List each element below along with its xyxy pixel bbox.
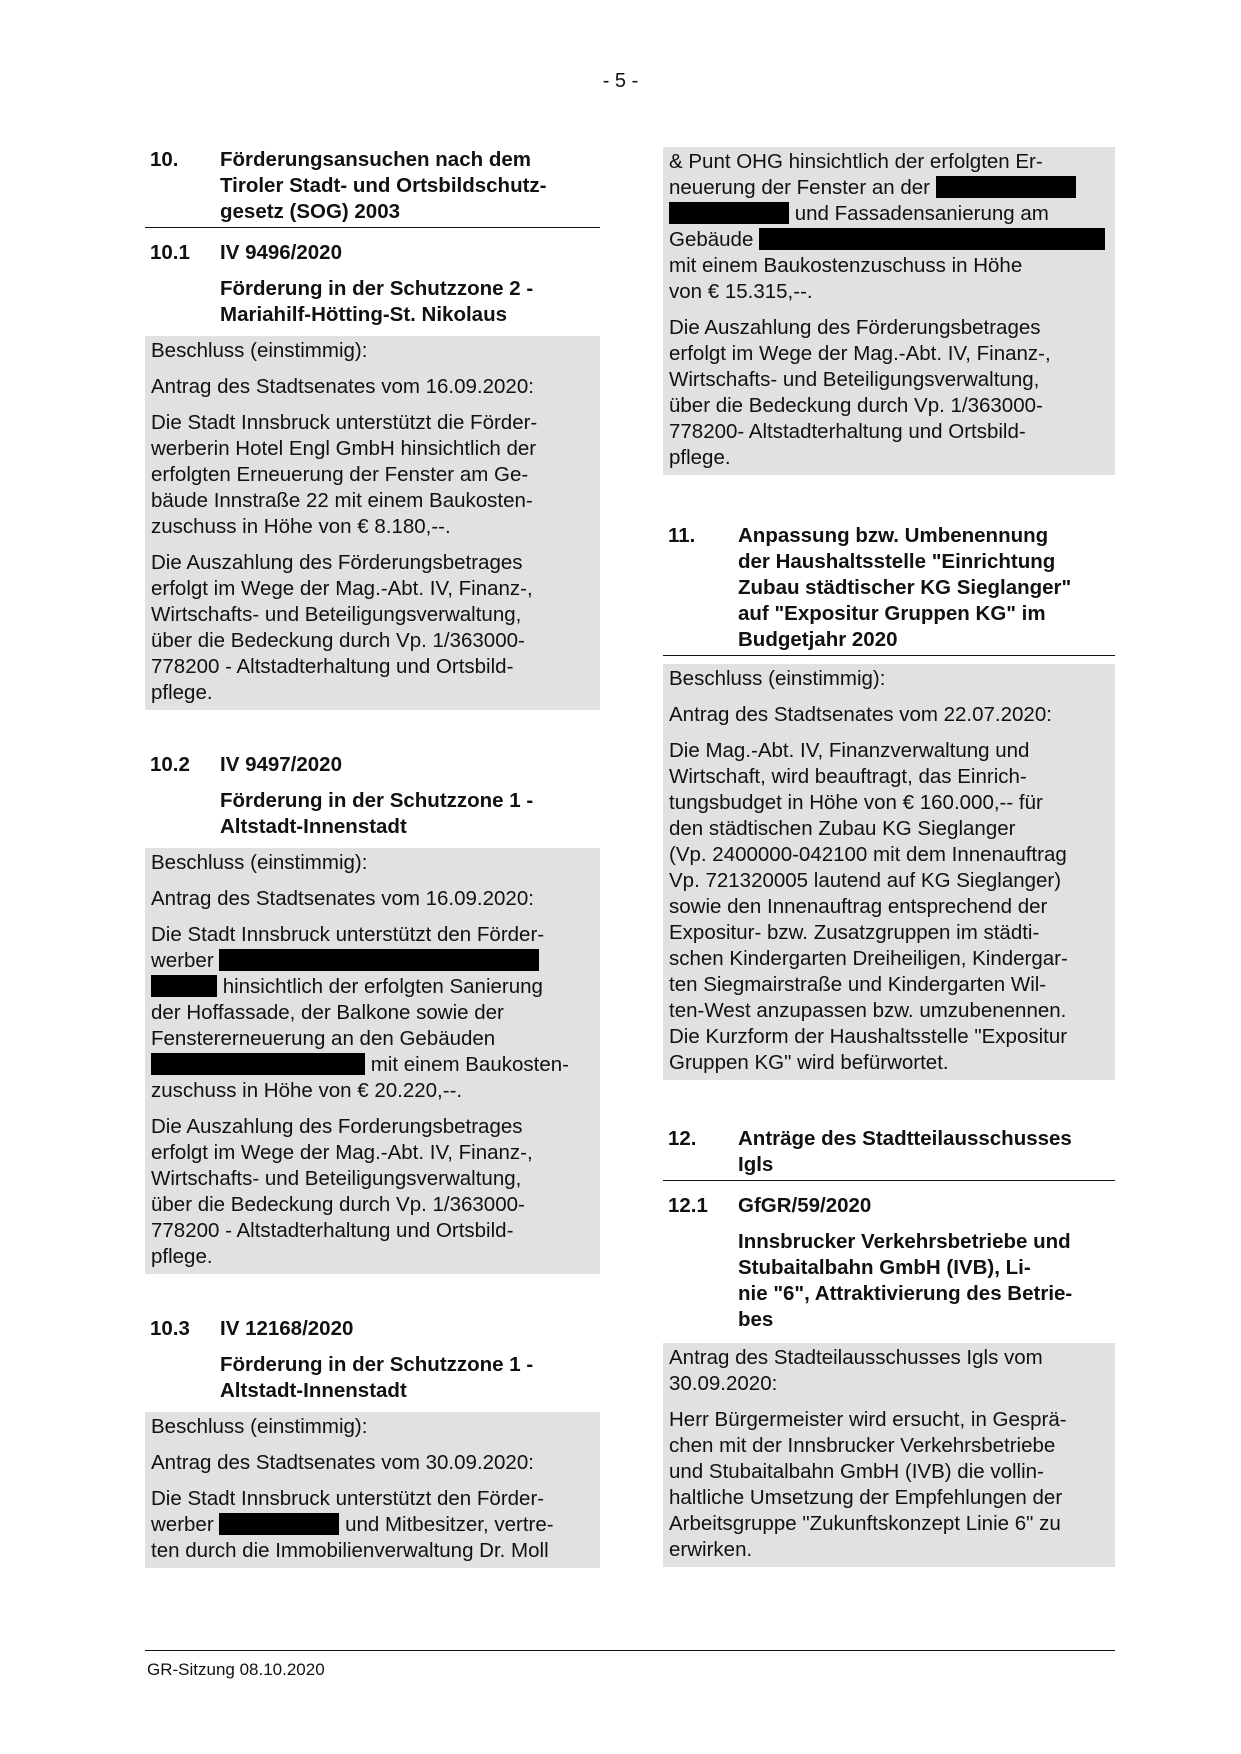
subtitle-line: Altstadt-Innenstadt [220,815,407,838]
section-10-3-ref [145,1316,600,1342]
motion-label: Antrag des Stadtsenates vom 30.09.2020: [151,1451,534,1474]
section-10-1-subtitle [220,276,600,328]
section-10-2-resolution [145,848,600,1274]
section-10-3-continued [663,147,1115,475]
payment-text: Die Auszahlung des Förderungsbetrages erfolgt im Wege der Mag.-Abt. IV, Finanz-, Wirtschafts- und Beteiligungsverwaltung, über die Bedeckung durch Vp. 1/363000- 778200 - Altstadterhaltung und Ortsbild- pflege. [151,551,533,704]
section-10-heading [145,147,600,228]
section-10-2-ref [145,752,600,778]
payment-text: Die Auszahlung des Forderungsbetrages erfolgt im Wege der Mag.-Abt. IV, Finanz-, Wirtschafts- und Beteiligungsverwaltung, über die Bedeckung durch Vp. 1/363000- 778200 - Altstadterhaltung und Ortsbild- pflege. [151,1115,533,1268]
section-12-1-ref [663,1193,1115,1219]
motion-label: Antrag des Stadteilausschusses Igls vom 30.09.2020: [669,1346,1043,1395]
section-title-line: Zubau städtischer KG Sieglanger" [738,576,1072,599]
section-12-1-subtitle [738,1229,1115,1333]
motion-label: Antrag des Stadtsenates vom 16.09.2020: [151,887,534,910]
resolution-text: & Punt OHG hinsichtlich der erfolgten Er- neuerung der Fenster an der und Fassadensanierung am Gebäude mit einem Baukostenzuschuss in Höhe von € 15.315,--. [669,149,1109,305]
section-title-line: Anträge des Stadtteilausschusses [738,1127,1072,1150]
section-number: 12.1 [668,1194,708,1217]
section-number: 10.3 [150,1317,190,1340]
section-title-line: gesetz (SOG) 2003 [220,200,401,223]
section-10-1-resolution [145,336,600,710]
subtitle-line: Förderung in der Schutzzone 1 - [220,789,534,812]
reference-number: IV 9497/2020 [220,753,342,776]
resolution-label: Beschluss (einstimmig): [151,339,368,362]
redaction-block [219,1513,339,1535]
section-10-3-subtitle [220,1352,600,1404]
left-column [145,147,600,1568]
section-title-line: auf "Expositur Gruppen KG" im [738,602,1046,625]
footer-text: GR-Sitzung 08.10.2020 [147,1660,325,1679]
subtitle-line: Innsbrucker Verkehrsbetriebe und [738,1230,1071,1253]
resolution-text: Die Stadt Innsbruck unterstützt die Förder- werberin Hotel Engl GmbH hinsichtlich der erfolgten Erneuerung der Fenster am Ge- bäude Innstraße 22 mit einem Baukosten- zuschuss in Höhe von € 8.180,--. [151,411,538,538]
section-number: 12. [668,1127,697,1150]
section-title-line: Förderungsansuchen nach dem [220,148,531,171]
redaction-block [151,975,217,997]
redaction-block [219,949,539,971]
subtitle-line: Altstadt-Innenstadt [220,1379,407,1402]
section-11-heading [663,523,1115,656]
subtitle-line: Förderung in der Schutzzone 2 - [220,277,534,300]
section-title-line: der Haushaltsstelle "Einrichtung [738,550,1056,573]
payment-text: Die Auszahlung des Förderungsbetrages erfolgt im Wege der Mag.-Abt. IV, Finanz-, Wirtschafts- und Beteiligungsverwaltung, über die Bedeckung durch Vp. 1/363000- 778200- Altstadterhaltung und Ortsbild- pflege. [669,316,1051,469]
right-column [663,147,1115,1567]
resolution-label: Beschluss (einstimmig): [151,1415,368,1438]
reference-number: GfGR/59/2020 [738,1194,872,1217]
resolution-text: Die Stadt Innsbruck unterstützt den Förder- werber und Mitbesitzer, vertre- ten durch die Immobilienverwaltung Dr. Moll [151,1487,554,1562]
section-number: 11. [668,524,696,547]
reference-number: IV 12168/2020 [220,1317,354,1340]
section-12-1-motion [663,1343,1115,1567]
section-title-line: Tiroler Stadt- und Ortsbildschutz- [220,174,547,197]
resolution-label: Beschluss (einstimmig): [151,851,368,874]
section-number: 10.2 [150,753,190,776]
subtitle-line: Stubaitalbahn GmbH (IVB), Li- [738,1256,1031,1279]
motion-label: Antrag des Stadtsenates vom 22.07.2020: [669,703,1052,726]
section-number: 10.1 [150,241,190,264]
redaction-block [759,228,1105,250]
redaction-block [936,176,1076,198]
resolution-label: Beschluss (einstimmig): [669,667,886,690]
redaction-block [669,202,789,224]
section-10-3-resolution [145,1412,600,1568]
redaction-block [151,1053,365,1075]
section-11-resolution [663,664,1115,1080]
section-12-heading [663,1126,1115,1181]
subtitle-line: bes [738,1308,774,1331]
section-10-1-ref [145,240,600,266]
motion-text: Herr Bürgermeister wird ersucht, in Gesprä- chen mit der Innsbrucker Verkehrsbetriebe und Stubaitalbahn GmbH (IVB) die vollin- haltliche Umsetzung der Empfehlungen der Arbeitsgruppe "Zukunftskonzept Linie 6" zu erwirken. [669,1408,1067,1561]
page-number: - 5 - [602,70,639,92]
section-number: 10. [150,148,179,171]
subtitle-line: Förderung in der Schutzzone 1 - [220,1353,534,1376]
section-title-line: Anpassung bzw. Umbenennung [738,524,1049,547]
resolution-text: Die Stadt Innsbruck unterstützt den Förder- werber hinsichtlich der erfolgten Sanierung der Hoffassade, der Balkone sowie der Fenstererneuerung an den Gebäuden mit einem Baukosten- zuschuss in Höhe von € 20.220,--. [151,923,569,1102]
reference-number: IV 9496/2020 [220,241,342,264]
subtitle-line: Mariahilf-Hötting-St. Nikolaus [220,303,507,326]
subtitle-line: nie "6", Attraktivierung des Betrie- [738,1282,1073,1305]
motion-label: Antrag des Stadtsenates vom 16.09.2020: [151,375,534,398]
section-10-2-subtitle [220,788,600,840]
section-title-line: Budgetjahr 2020 [738,628,898,651]
footer-divider [145,1650,1115,1651]
resolution-text: Die Mag.-Abt. IV, Finanzverwaltung und Wirtschaft, wird beauftragt, das Einrich- tungsbudget in Höhe von € 160.000,-- für den städtischen Zubau KG Sieglanger (Vp. 2400000-042100 mit dem Innenauftrag Vp. 721320005 lautend auf KG Sieglanger) sowie den Innenauftrag entsprechend der Expositur- bzw. Zusatzgruppen im städti- schen Kindergarten Dreiheiligen, Kindergar- ten Siegmairstraße und Kindergarten Wil- ten-West anzupassen bzw. umzubenennen. Die Kurzform der Haushaltsstelle "Expositur Gruppen KG" wird befürwortet. [669,739,1068,1074]
section-title-line: Igls [738,1153,774,1176]
